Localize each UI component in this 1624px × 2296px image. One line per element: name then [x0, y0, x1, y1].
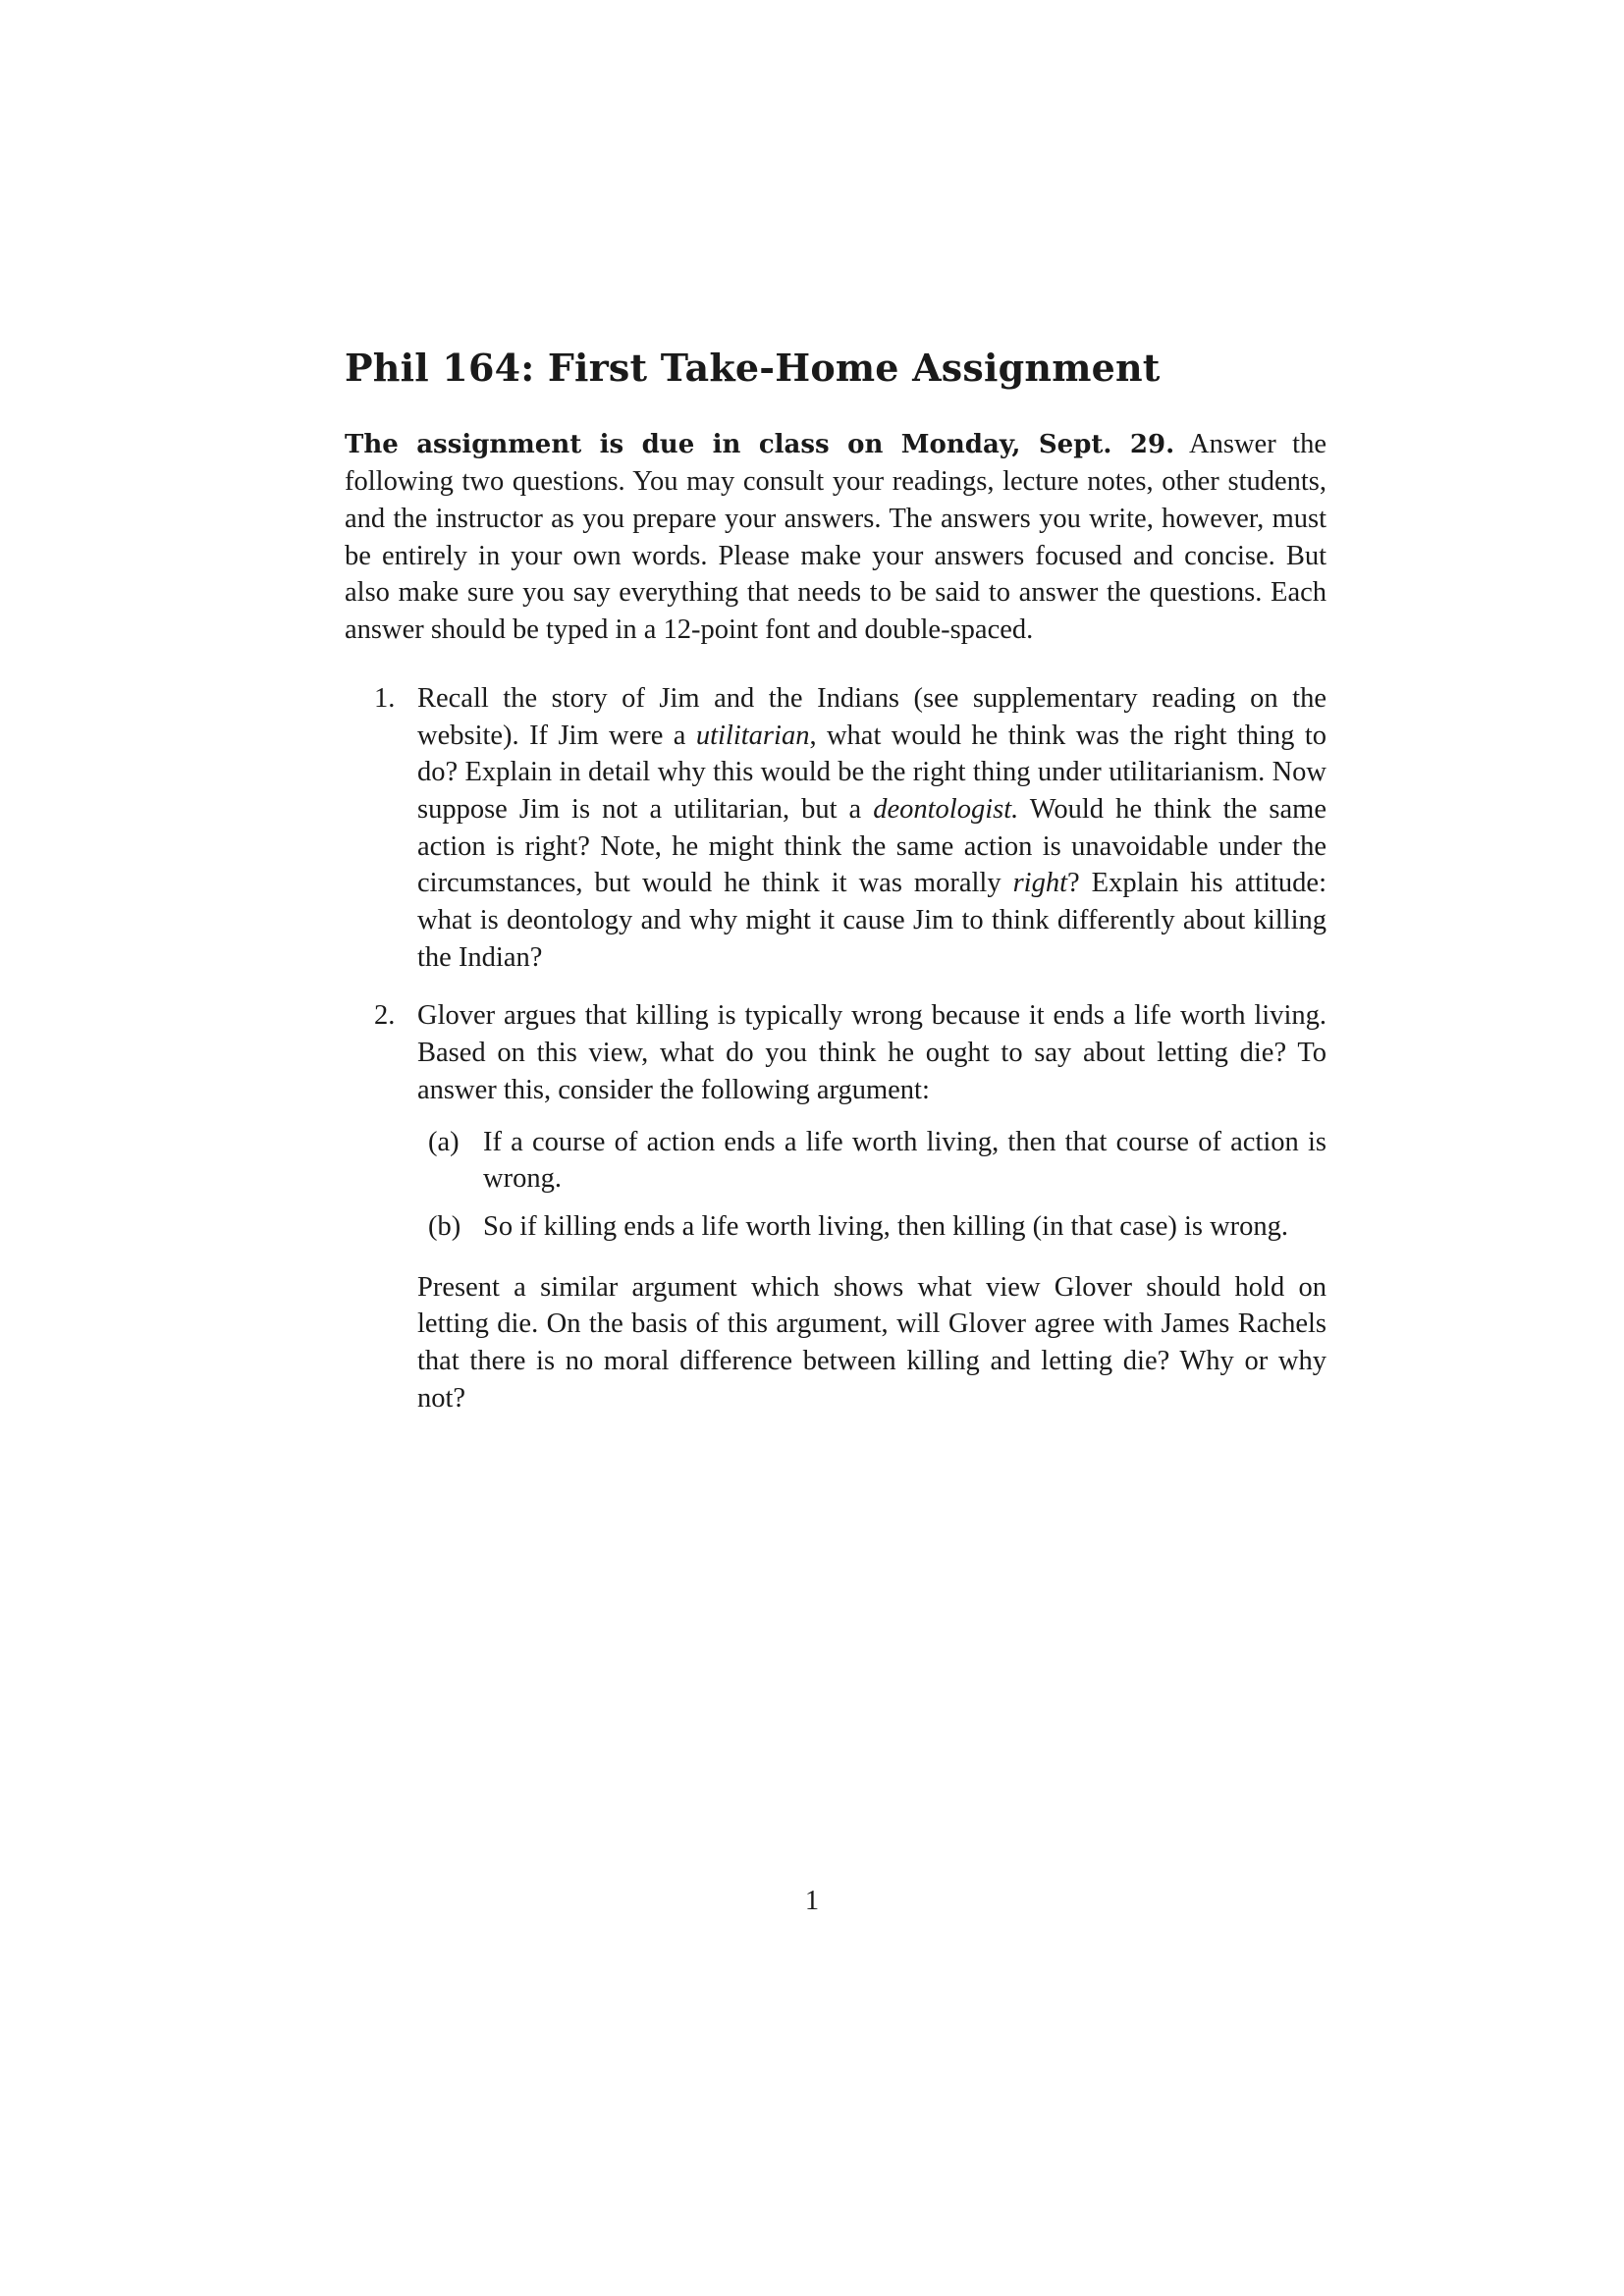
question-2: [374, 997, 1326, 1416]
premise-label: (a): [428, 1126, 460, 1157]
question-followup: Present a similar argument which shows what view Glover should hold on letting die. On the basis of this argument, will Glover agree with James Rachels that there is no moral difference between killing and letting die? Why or why not?: [417, 1271, 1326, 1414]
premise-text: If a course of action ends a life worth living, then that course of action is wrong.: [483, 1126, 1326, 1195]
question-number: 1.: [374, 682, 396, 714]
premise-label: (b): [428, 1210, 461, 1242]
premise-text: So if killing ends a life worth living, then killing (in that case) is wrong.: [483, 1210, 1289, 1242]
question-list: [345, 680, 1326, 1417]
question-text: [417, 680, 1326, 977]
instructions-paragraph: [345, 426, 1326, 649]
question-text-part: Would he think the same action is right? Note, he might think the same action is unavoidable under the circumstances, but would he think it was morally: [417, 793, 1326, 899]
document-body: [345, 346, 1326, 1416]
argument-premise-a: [428, 1124, 1326, 1198]
argument-list: [417, 1124, 1326, 1246]
emphasized-term: right: [1012, 868, 1068, 899]
due-date-notice: The assignment is due in class on Monday, Sept. 29.: [345, 429, 1175, 459]
question-text-part: , what would he think was the right thing to do? Explain in detail why this would be the right thing under utilitarianism. Now suppose Jim is not a utilitarian, but a: [417, 720, 1327, 825]
question-text-part: ? Explain his attitude: what is deontology and why might it cause Jim to think differently about killing the Indian?: [417, 868, 1326, 973]
emphasized-term: deontologist.: [873, 793, 1019, 825]
argument-premise-b: [428, 1208, 1326, 1246]
question-text: Glover argues that killing is typically wrong because it ends a life worth living. Based on this view, what do you think he ought to say about letting die? To answer this, consider the following argument:: [417, 1000, 1326, 1105]
question-text-part: Recall the story of Jim and the Indians (see supplementary reading on the website). If Jim were a: [417, 682, 1326, 751]
emphasized-term: utilitarian: [695, 720, 810, 751]
document-title: Phil 164: First Take-Home Assignment: [345, 346, 1161, 390]
question-number: 2.: [374, 1000, 396, 1032]
page-number: 1: [804, 1886, 820, 1916]
instructions-text: Answer the following two questions. You may consult your readings, lecture notes, other students, and the instructor as you prepare your answers. The answers you write, however, must be entirely in your own words. Please make your answers focused and concise. But also make sure you say everything that needs to be said to answer the questions. Each answer should be typed in a 12-point font and double-spaced.: [345, 428, 1326, 646]
question-1: [374, 680, 1327, 977]
